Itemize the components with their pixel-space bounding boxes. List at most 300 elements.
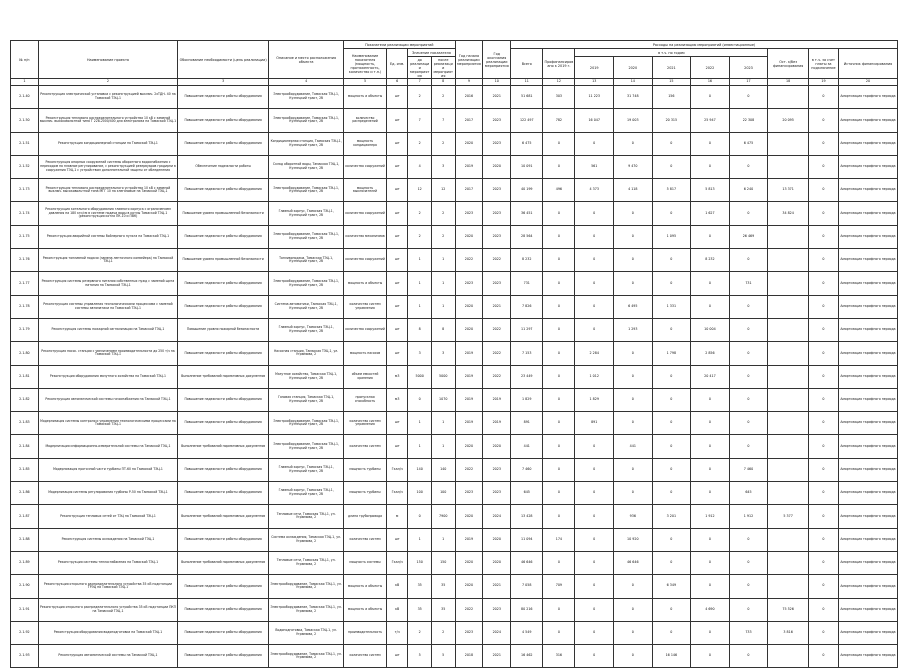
value-after-cell: 5000 <box>431 365 455 388</box>
col-before: до реализации мероприятия <box>408 57 432 79</box>
cost-financed-cell: 316 <box>543 645 575 668</box>
cost-2023-cell: 0 <box>729 598 768 621</box>
object-location-cell: Главный корпус, Тамаская ТЭЦ-1, Кузнецкий тракт, 2б <box>269 318 344 341</box>
cost-2021-cell: 1 095 <box>652 225 691 248</box>
cost-financed-cell: 0 <box>543 388 575 411</box>
cost-total-cell: 40 199 <box>511 179 543 202</box>
funding-source-cell: Амортизация тарифного периода <box>838 621 897 644</box>
cost-2022-cell: 10 004 <box>691 318 730 341</box>
col-year-2022: 2022 <box>691 57 730 79</box>
cost-2020-cell: 1 293 <box>614 318 653 341</box>
unit-cell: шт <box>386 202 407 225</box>
cost-remaining-cell <box>768 435 809 458</box>
value-before-cell: 5 <box>408 645 432 668</box>
cost-2020-cell: 0 <box>614 225 653 248</box>
cost-paid-connection-cell: 0 <box>808 295 838 318</box>
cost-remaining-cell: 13 371 <box>768 179 809 202</box>
table-row <box>11 295 898 318</box>
cost-2021-cell: 0 <box>652 551 691 574</box>
event-reason-cell: Повышение надежности работы оборудования <box>178 86 269 109</box>
year-start-cell: 2020 <box>455 295 483 318</box>
cost-2023-cell: 6 475 <box>729 132 768 155</box>
cost-paid-connection-cell: 0 <box>808 318 838 341</box>
value-before-cell: 35 <box>408 575 432 598</box>
event-reason-cell: Повышение надежности работы оборудования <box>178 458 269 481</box>
cost-remaining-cell <box>768 365 809 388</box>
year-end-cell: 2020 <box>483 551 511 574</box>
cost-remaining-cell <box>768 318 809 341</box>
cost-financed-cell: 0 <box>543 155 575 178</box>
cost-total-cell: 80 216 <box>511 598 543 621</box>
event-reason-cell: Выполнение требований нормативных документов <box>178 365 269 388</box>
object-location-cell: Склад оборотной воды, Тамаская ТЭЦ-1, Кузнецкий тракт, 2б <box>269 155 344 178</box>
indicator-kind-cell: мощность системы <box>344 551 387 574</box>
row-number-cell: 2.1.50 <box>11 109 39 132</box>
cost-remaining-cell <box>768 155 809 178</box>
year-end-cell: 2020 <box>483 435 511 458</box>
cost-2021-cell: 0 <box>652 155 691 178</box>
year-end-cell: 2023 <box>483 202 511 225</box>
cost-2020-cell: 936 <box>614 505 653 528</box>
event-reason-cell: Повышение надежности работы оборудования <box>178 598 269 621</box>
col-paid: в т.ч. за счет платы за подключение <box>808 49 838 79</box>
year-end-cell: 2023 <box>483 458 511 481</box>
year-start-cell: 2022 <box>455 249 483 272</box>
unit-cell: шт <box>386 645 407 668</box>
row-number-cell: 2.1.80 <box>11 342 39 365</box>
data-table <box>10 40 898 668</box>
cost-remaining-cell: 34 824 <box>768 202 809 225</box>
project-name-cell: Реконструкция системы теплоснабжения на Тамаской ТЭЦ-1 <box>38 551 177 574</box>
row-number-cell: 2.1.91 <box>11 598 39 621</box>
value-before-cell: 1 <box>408 412 432 435</box>
cost-2019-cell: 0 <box>575 272 614 295</box>
value-before-cell: 0 <box>408 505 432 528</box>
indicator-kind-cell: мощность и объекты <box>344 86 387 109</box>
value-after-cell: 7900 <box>431 505 455 528</box>
investment-program-table <box>10 40 898 668</box>
cost-2023-cell: 22 308 <box>729 109 768 132</box>
cost-2022-cell: 5 813 <box>691 179 730 202</box>
cost-2021-cell: 0 <box>652 528 691 551</box>
unit-cell: шт <box>386 318 407 341</box>
cost-2020-cell: 0 <box>614 249 653 272</box>
cost-financed-cell: 709 <box>543 575 575 598</box>
indicator-kind-cell: мощность и объекты <box>344 272 387 295</box>
year-start-cell: 2019 <box>455 388 483 411</box>
column-index-cell: 2 <box>38 79 177 86</box>
cost-2021-cell: 0 <box>652 435 691 458</box>
unit-cell: шт <box>386 435 407 458</box>
cost-remaining-cell <box>768 458 809 481</box>
column-index-cell: 19 <box>808 79 838 86</box>
cost-2020-cell: 0 <box>614 272 653 295</box>
year-end-cell: 2021 <box>483 645 511 668</box>
cost-remaining-cell <box>768 295 809 318</box>
value-after-cell: 12 <box>431 179 455 202</box>
cost-2021-cell: 5 817 <box>652 179 691 202</box>
column-index-cell: 7 <box>408 79 432 86</box>
cost-2022-cell: 25 947 <box>691 109 730 132</box>
year-end-cell: 2022 <box>483 318 511 341</box>
cost-2022-cell: 0 <box>691 155 730 178</box>
indicator-kind-cell: количество сооружений <box>344 155 387 178</box>
cost-total-cell: 46 646 <box>511 551 543 574</box>
year-start-cell: 2022 <box>455 598 483 621</box>
unit-cell: кВ <box>386 575 407 598</box>
year-end-cell: 2019 <box>483 388 511 411</box>
cost-2019-cell: 1 012 <box>575 365 614 388</box>
event-reason-cell: Повышение уровня промышленной безопасности <box>178 249 269 272</box>
cost-paid-connection-cell: 0 <box>808 249 838 272</box>
col-total: Всего <box>511 49 543 79</box>
cost-2019-cell: 2 284 <box>575 342 614 365</box>
cost-remaining-cell <box>768 528 809 551</box>
cost-2021-cell: 0 <box>652 249 691 272</box>
cost-2022-cell: 0 <box>691 458 730 481</box>
event-reason-cell: Повышение надежности работы оборудования <box>178 412 269 435</box>
event-reason-cell: Повышение надежности работы оборудования <box>178 575 269 598</box>
cost-2022-cell: 0 <box>691 575 730 598</box>
row-number-cell: 2.1.86 <box>11 482 39 505</box>
cost-total-cell: 645 <box>511 482 543 505</box>
value-before-cell: 1 <box>408 528 432 551</box>
indicator-kind-cell: мощность и объекты <box>344 598 387 621</box>
table-row <box>11 645 898 668</box>
table-row <box>11 318 898 341</box>
cost-paid-connection-cell: 0 <box>808 645 838 668</box>
cost-2023-cell: 0 <box>729 365 768 388</box>
cost-2021-cell: 3 201 <box>652 505 691 528</box>
col-year-2021: 2021 <box>652 57 691 79</box>
cost-2020-cell: 9 470 <box>614 155 653 178</box>
value-after-cell: 8 <box>431 318 455 341</box>
cost-2019-cell: 4 373 <box>575 179 614 202</box>
row-number-cell: 2.1.78 <box>11 295 39 318</box>
column-index-cell: 13 <box>575 79 614 86</box>
cost-financed-cell: 782 <box>543 109 575 132</box>
cost-financed-cell: 0 <box>543 435 575 458</box>
cost-2021-cell: 1 331 <box>652 295 691 318</box>
cost-remaining-cell <box>768 132 809 155</box>
project-name-cell: Реконструкция системы управления технологическими процессами с заменой системы автоматики на Тамаской ТЭЦ-1 <box>38 295 177 318</box>
cost-2022-cell: 0 <box>691 86 730 109</box>
cost-paid-connection-cell: 0 <box>808 132 838 155</box>
value-before-cell: 2 <box>408 202 432 225</box>
year-end-cell: 2021 <box>483 575 511 598</box>
event-reason-cell: Обеспечение надежности работы <box>178 155 269 178</box>
cost-2023-cell: 731 <box>729 272 768 295</box>
funding-source-cell: Амортизация тарифного периода <box>838 575 897 598</box>
cost-2023-cell: 0 <box>729 412 768 435</box>
event-reason-cell: Повышение надежности работы оборудования <box>178 109 269 132</box>
cost-paid-connection-cell: 0 <box>808 621 838 644</box>
year-start-cell: 2020 <box>455 435 483 458</box>
cost-remaining-cell <box>768 388 809 411</box>
cost-2023-cell: 0 <box>729 575 768 598</box>
cost-2023-cell: 645 <box>729 482 768 505</box>
cost-2019-cell: 0 <box>575 645 614 668</box>
cost-financed-cell: 0 <box>543 551 575 574</box>
object-location-cell: Насосная станция, Тамаская ТЭЦ-1, ул. Угрюмова, 2 <box>269 342 344 365</box>
indicator-kind-cell: мощность кондиционера <box>344 132 387 155</box>
row-number-cell: 2.1.85 <box>11 458 39 481</box>
table-row <box>11 551 898 574</box>
cost-2022-cell: 0 <box>691 272 730 295</box>
funding-source-cell: Амортизация тарифного периода <box>838 551 897 574</box>
cost-2023-cell: 1 912 <box>729 505 768 528</box>
cost-2022-cell: 0 <box>691 132 730 155</box>
cost-2022-cell: 8 232 <box>691 249 730 272</box>
row-number-cell: 2.1.75 <box>11 225 39 248</box>
col-unit: Ед. изм. <box>386 49 407 79</box>
cost-financed-cell: 0 <box>543 272 575 295</box>
unit-cell: шт <box>386 249 407 272</box>
indicator-kind-cell: мощность насосов <box>344 342 387 365</box>
unit-cell: шт <box>386 342 407 365</box>
unit-cell: шт <box>386 295 407 318</box>
cost-paid-connection-cell: 0 <box>808 202 838 225</box>
row-number-cell: 2.1.88 <box>11 528 39 551</box>
cost-2023-cell: 733 <box>729 621 768 644</box>
year-start-cell: 2022 <box>455 458 483 481</box>
value-before-cell: 1 <box>408 435 432 458</box>
cost-2019-cell: 1 829 <box>575 388 614 411</box>
project-name-cell: Реконструкция открытого распределительного устройства 35 кВ подстанции ПКП на Тамаской ТЭЦ-1 <box>38 598 177 621</box>
value-after-cell: 2 <box>431 621 455 644</box>
cost-2021-cell: 0 <box>652 621 691 644</box>
cost-financed-cell: 0 <box>543 342 575 365</box>
value-before-cell: 0 <box>408 388 432 411</box>
year-end-cell: 2020 <box>483 528 511 551</box>
year-start-cell: 2020 <box>455 318 483 341</box>
cost-2022-cell: 0 <box>691 551 730 574</box>
row-number-cell: 2.1.82 <box>11 388 39 411</box>
cost-financed-cell: 0 <box>543 482 575 505</box>
value-after-cell: 100 <box>431 482 455 505</box>
indicator-kind-cell: количество систем управления <box>344 412 387 435</box>
funding-source-cell: Амортизация тарифного периода <box>838 435 897 458</box>
cost-financed-cell: 0 <box>543 225 575 248</box>
column-index-cell: 1 <box>11 79 39 86</box>
column-index-cell: 6 <box>386 79 407 86</box>
year-end-cell: 2022 <box>483 249 511 272</box>
cost-2023-cell: 0 <box>729 249 768 272</box>
project-name-cell: Реконструкция насос. станции с увеличением производительности до 250 т/ч на Тамаской ТЭЦ-1 <box>38 342 177 365</box>
table-row <box>11 86 898 109</box>
value-before-cell: 7 <box>408 109 432 132</box>
cost-2022-cell: 0 <box>691 225 730 248</box>
table-row <box>11 109 898 132</box>
year-start-cell: 2023 <box>455 272 483 295</box>
cost-2019-cell: 0 <box>575 482 614 505</box>
cost-remaining-cell: 20 095 <box>768 109 809 132</box>
table-row <box>11 132 898 155</box>
cost-2019-cell: 0 <box>575 505 614 528</box>
value-after-cell: 7 <box>431 109 455 132</box>
funding-source-cell: Амортизация тарифного периода <box>838 155 897 178</box>
cost-2022-cell: 20 417 <box>691 365 730 388</box>
funding-source-cell: Амортизация тарифного периода <box>838 86 897 109</box>
column-index-cell: 18 <box>768 79 809 86</box>
row-number-cell: 2.1.52 <box>11 155 39 178</box>
cost-2023-cell: 0 <box>729 318 768 341</box>
col-after: после реализации мероприятия <box>431 57 455 79</box>
year-start-cell: 2017 <box>455 179 483 202</box>
object-location-cell: Электрооборудование, Тамаская ТЭЦ-1, Кузнецкий тракт, 2б <box>269 412 344 435</box>
funding-source-cell: Амортизация тарифного периода <box>838 202 897 225</box>
cost-2019-cell: 561 <box>575 155 614 178</box>
object-location-cell: Электрооборудование, Тамаская ТЭЦ-1, Кузнецкий тракт, 2б <box>269 435 344 458</box>
funding-source-cell: Амортизация тарифного периода <box>838 388 897 411</box>
cost-2023-cell: 0 <box>729 342 768 365</box>
cost-2020-cell: 0 <box>614 598 653 621</box>
object-location-cell: Водоподготовка, Тамаская ТЭЦ-1, ул. Угрюмова, 2 <box>269 621 344 644</box>
project-name-cell: Реконструкция котельного оборудования главного корпуса с ограничением давления на 180 кгс/см в системе подачи воды в котлы Тамаской ТЭЦ-1 (реконструкция котла ПК-10 и ПВК) <box>38 202 177 225</box>
indicator-kind-cell: количество механизмов <box>344 225 387 248</box>
funding-source-cell: Амортизация тарифного периода <box>838 482 897 505</box>
object-location-cell: Электрооборудование, Тамаская ТЭЦ-1, Кузнецкий тракт, 2б <box>269 225 344 248</box>
project-name-cell: Реконструкция электрической установки с реконструкцией выключ. 2хТДН- 40 на Тамаской ТЭЦ-1 <box>38 86 177 109</box>
cost-2020-cell: 0 <box>614 365 653 388</box>
unit-cell: шт <box>386 225 407 248</box>
funding-source-cell: Амортизация тарифного периода <box>838 458 897 481</box>
cost-2023-cell: 0 <box>729 86 768 109</box>
year-start-cell: 2020 <box>455 551 483 574</box>
cost-2019-cell: 0 <box>575 598 614 621</box>
year-start-cell: 2019 <box>455 342 483 365</box>
cost-2020-cell: 0 <box>614 575 653 598</box>
year-start-cell: 2017 <box>455 109 483 132</box>
cost-total-cell: 731 <box>511 272 543 295</box>
cost-2019-cell: 0 <box>575 551 614 574</box>
value-before-cell: 8 <box>408 318 432 341</box>
cost-financed-cell: 0 <box>543 458 575 481</box>
cost-total-cell: 4 549 <box>511 621 543 644</box>
project-name-cell: Реконструкция открытого распределительного устройства 35 кВ подстанции ТРЭЦ на Тамаской ТЭЦ-1 <box>38 575 177 598</box>
object-location-cell: Газовая станция, Тамаская ТЭЦ-1, Кузнецкий тракт, 2б <box>269 388 344 411</box>
project-name-cell: Реконструкция системы резервного питания собственных нужд с заменой щита питания на Тамаской ТЭЦ-1 <box>38 272 177 295</box>
funding-source-cell: Амортизация тарифного периода <box>838 645 897 668</box>
object-location-cell: Топливоподача, Тамаская ТЭЦ-1, Кузнецкий тракт, 2б <box>269 249 344 272</box>
cost-2022-cell: 0 <box>691 435 730 458</box>
cost-2020-cell: 0 <box>614 342 653 365</box>
unit-cell: Гкал/ч <box>386 551 407 574</box>
cost-2023-cell: 0 <box>729 528 768 551</box>
cost-paid-connection-cell: 0 <box>808 388 838 411</box>
cost-total-cell: 51 681 <box>511 86 543 109</box>
table-row <box>11 621 898 644</box>
project-name-cell: Модернизация системы контроля и управления технологическими процессами на Тамаской ТЭЦ-1 <box>38 412 177 435</box>
value-after-cell: 35 <box>431 598 455 621</box>
project-name-cell: Реконструкция оборудования водоподготовки на Тамаской ТЭЦ-1 <box>38 621 177 644</box>
year-end-cell: 2023 <box>483 109 511 132</box>
indicator-kind-cell: количество систем <box>344 435 387 458</box>
cost-total-cell: 10 091 <box>511 155 543 178</box>
row-number-cell: 2.1.73 <box>11 179 39 202</box>
costs-group-header: Расходы на реализацию мероприятий (инвестиционные) <box>511 41 898 49</box>
column-index-cell: 12 <box>543 79 575 86</box>
unit-cell: шт <box>386 86 407 109</box>
cost-financed-cell: 0 <box>543 505 575 528</box>
column-index-cell: 15 <box>652 79 691 86</box>
cost-2019-cell: 0 <box>575 621 614 644</box>
value-group-header: Значение показателя <box>408 49 455 57</box>
row-number-cell: 2.1.89 <box>11 551 39 574</box>
value-after-cell: 3 <box>431 342 455 365</box>
event-reason-cell: Повышение надежности работы оборудования <box>178 179 269 202</box>
indicator-kind-cell: пропускная способность <box>344 388 387 411</box>
table-row <box>11 388 898 411</box>
cost-2020-cell: 0 <box>614 202 653 225</box>
cost-2023-cell: 7 460 <box>729 458 768 481</box>
year-end-cell: 2022 <box>483 342 511 365</box>
object-location-cell: Тепловые сети, Тамаская ТЭЦ-1, ул. Угрюмова, 2 <box>269 505 344 528</box>
project-name-cell: Модернизация проточной части турбины ПТ-60 на Тамаской ТЭЦ-1 <box>38 458 177 481</box>
cost-2019-cell: 0 <box>575 132 614 155</box>
object-location-cell: Электрооборудование, Тамаская ТЭЦ-1, Кузнецкий тракт, 2б <box>269 109 344 132</box>
row-number-cell: 2.1.76 <box>11 249 39 272</box>
table-row <box>11 225 898 248</box>
cost-remaining-cell <box>768 272 809 295</box>
row-number-cell: 2.1.51 <box>11 132 39 155</box>
year-start-cell: 2023 <box>455 621 483 644</box>
cost-2023-cell: 0 <box>729 388 768 411</box>
year-end-cell: 2021 <box>483 295 511 318</box>
year-start-cell: 2019 <box>455 528 483 551</box>
value-before-cell: 2 <box>408 225 432 248</box>
cost-2022-cell: 2 856 <box>691 342 730 365</box>
cost-2020-cell: 0 <box>614 645 653 668</box>
cost-total-cell: 7 058 <box>511 575 543 598</box>
cost-2020-cell: 31 748 <box>614 86 653 109</box>
value-before-cell: 140 <box>408 458 432 481</box>
project-name-cell: Модернизация системы регулирования турбины Р-50 на Тамаской ТЭЦ-1 <box>38 482 177 505</box>
cost-paid-connection-cell: 0 <box>808 225 838 248</box>
value-before-cell: 1 <box>408 295 432 318</box>
year-end-cell: 2020 <box>483 155 511 178</box>
indicators-group-header: Показатели реализации мероприятий <box>344 41 455 49</box>
row-number-cell: 2.1.77 <box>11 272 39 295</box>
cost-remaining-cell <box>768 86 809 109</box>
table-row <box>11 528 898 551</box>
cost-2020-cell: 0 <box>614 388 653 411</box>
row-number-cell: 2.1.93 <box>11 645 39 668</box>
event-reason-cell: Повышение надежности работы оборудования <box>178 645 269 668</box>
cost-2020-cell: 0 <box>614 458 653 481</box>
cost-financed-cell: 174 <box>543 528 575 551</box>
column-index-cell: 14 <box>614 79 653 86</box>
col-project-name: Наименование проекта <box>38 41 177 79</box>
object-location-cell: Система автоматики, Тамаская ТЭЦ-1, Кузнецкий тракт, 2б <box>269 295 344 318</box>
cost-financed-cell: 0 <box>543 295 575 318</box>
cost-2022-cell: 0 <box>691 412 730 435</box>
col-financed: Профинансировано к 2019 г. <box>543 49 575 79</box>
cost-2020-cell: 0 <box>614 482 653 505</box>
value-after-cell: 1070 <box>431 388 455 411</box>
value-after-cell: 1 <box>431 435 455 458</box>
object-location-cell: Электрооборудование, Тамаская ТЭЦ-1, Кузнецкий тракт, 2б <box>269 272 344 295</box>
cost-2020-cell: 10 920 <box>614 528 653 551</box>
column-index-cell: 20 <box>838 79 897 86</box>
cost-total-cell: 7 460 <box>511 458 543 481</box>
event-reason-cell: Повышение надежности работы оборудования <box>178 482 269 505</box>
year-end-cell: 2024 <box>483 621 511 644</box>
col-object: Описание и место расположения объекта <box>269 41 344 79</box>
column-index-cell: 10 <box>483 79 511 86</box>
cost-2020-cell: 4 118 <box>614 179 653 202</box>
cost-total-cell: 122 497 <box>511 109 543 132</box>
